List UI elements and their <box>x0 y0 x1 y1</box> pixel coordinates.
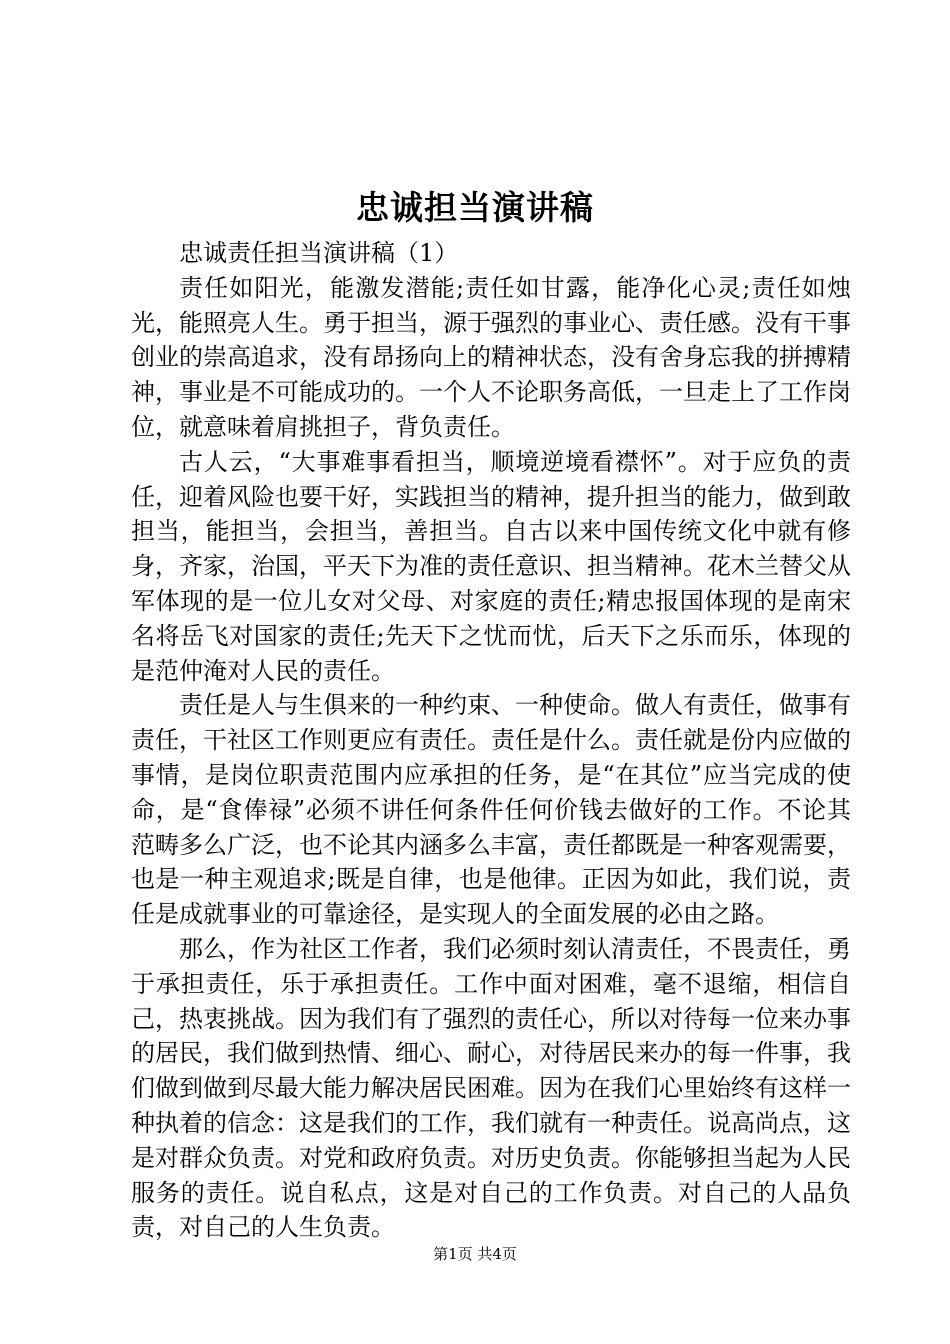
document-subtitle: 忠诚责任担当演讲稿（1） <box>179 239 459 267</box>
page-number-footer: 第1页 共4页 <box>433 1245 517 1263</box>
document-title: 忠诚担当演讲稿 <box>356 188 594 227</box>
paragraph-2: 古人云，“大事难事看担当，顺境逆境看襟怀”。对于应负的责任，迎着风险也要干好，实践担当的精神，提升担当的能力，做到敢担当，能担当，会担当，善担当。自古以来中国传统文化中就有修身，齐家，治国，平天下为准的责任意识、担当精神。花木兰替父从军体现的是一位儿女对父母、对家庭的责任;精忠报国体现的是南宋名将岳飞对国家的责任;先天下之忧而忧，后天下之乐而乐，体现的是范仲淹对人民的责任。 <box>131 447 851 685</box>
paragraph-3: 责任是人与生俱来的一种约束、一种使命。做人有责任，做事有责任，干社区工作则更应有责任。责任是什么。责任就是份内应做的事情，是岗位职责范围内应承担的任务，是“在其位”应当完成的使命，是“食俸禄”必须不讲任何条件任何价钱去做好的工作。不论其范畴多么广泛，也不论其内涵多么丰富，责任都既是一种客观需要，也是一种主观追求;既是自律，也是他律。正因为如此，我们说，责任是成就事业的可靠途径，是实现人的全面发展的必由之路。 <box>131 691 851 929</box>
paragraph-1: 责任如阳光，能激发潜能;责任如甘露，能净化心灵;责任如烛光，能照亮人生。勇于担当，源于强烈的事业心、责任感。没有干事创业的崇高追求，没有昂扬向上的精神状态，没有舍身忘我的拼搏精神，事业是不可能成功的。一个人不论职务高低，一旦走上了工作岗位，就意味着肩挑担子，背负责任。 <box>131 273 851 441</box>
document-body <box>131 236 851 1245</box>
paragraph-4: 那么，作为社区工作者，我们必须时刻认清责任，不畏责任，勇于承担责任，乐于承担责任。工作中面对困难，毫不退缩，相信自己，热衷挑战。因为我们有了强烈的责任心，所以对待每一位来办事的居民，我们做到热情、细心、耐心，对待居民来办的每一件事，我们做到做到尽最大能力解决居民困难。因为在我们心里始终有这样一种执着的信念：这是我们的工作，我们就有一种责任。说高尚点，这是对群众负责。对党和政府负责。对历史负责。你能够担当起为人民服务的责任。说自私点，这是对自己的工作负责。对自己的人品负责，对自己的人生负责。 <box>131 934 851 1242</box>
